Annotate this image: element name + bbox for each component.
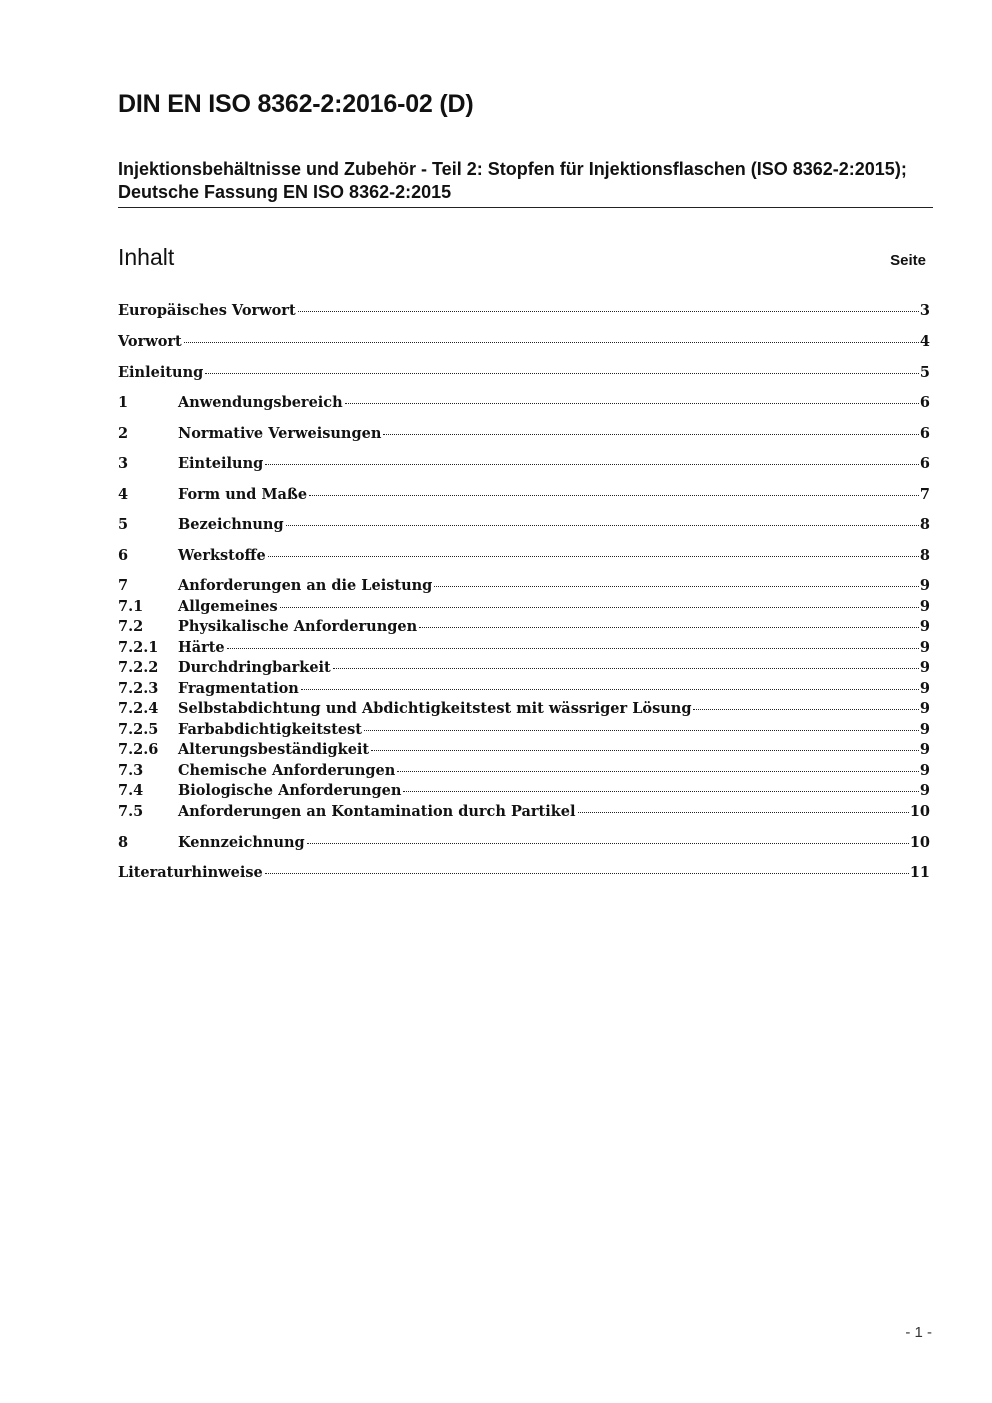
toc-entry-title: Selbstabdichtung und Abdichtigkeitstest mit wässriger Lösung bbox=[178, 700, 692, 717]
toc-entry-page: 4 bbox=[919, 333, 930, 350]
toc-entry-title: Werkstoffe bbox=[178, 547, 266, 564]
toc-entry-page: 9 bbox=[919, 700, 930, 717]
toc-entry-title: Bezeichnung bbox=[178, 516, 284, 533]
toc-dot-leader bbox=[307, 842, 909, 844]
toc-entry-title: Fragmentation bbox=[178, 680, 299, 697]
toc-entry-title: Chemische Anforderungen bbox=[178, 762, 396, 779]
toc-entry[interactable] bbox=[118, 547, 930, 567]
toc-dot-leader bbox=[301, 688, 919, 690]
toc-entry[interactable] bbox=[118, 700, 930, 720]
toc-entry[interactable] bbox=[118, 302, 930, 322]
toc-entry[interactable] bbox=[118, 834, 930, 854]
toc-entry-page: 6 bbox=[919, 394, 930, 411]
toc-entry[interactable] bbox=[118, 762, 930, 782]
toc-entry-title: Anwendungsbereich bbox=[178, 394, 343, 411]
toc-dot-leader bbox=[333, 667, 919, 669]
toc-entry-page: 9 bbox=[919, 618, 930, 635]
toc-entry[interactable] bbox=[118, 721, 930, 741]
toc-entry[interactable] bbox=[118, 659, 930, 679]
toc-dot-leader bbox=[227, 647, 919, 649]
toc-entry[interactable] bbox=[118, 741, 930, 761]
toc-entry-number: 7.2.3 bbox=[118, 680, 159, 697]
toc-entry-page: 9 bbox=[919, 782, 930, 799]
toc-entry[interactable] bbox=[118, 364, 930, 384]
toc-dot-leader bbox=[419, 626, 919, 628]
toc-entry[interactable] bbox=[118, 598, 930, 618]
toc-dot-leader bbox=[434, 585, 919, 587]
toc-entry-number: 6 bbox=[118, 547, 129, 564]
toc-heading: Inhalt bbox=[118, 244, 175, 270]
toc-entry-number: 7.4 bbox=[118, 782, 144, 799]
toc-entry-title: Farbabdichtigkeitstest bbox=[178, 721, 362, 738]
toc-dot-leader bbox=[403, 790, 919, 792]
toc-entry-page: 9 bbox=[919, 762, 930, 779]
toc-entry[interactable] bbox=[118, 486, 930, 506]
toc-entry-number: 7.5 bbox=[118, 803, 144, 820]
toc-entry-number: 7.3 bbox=[118, 762, 144, 779]
toc-entry-number: 8 bbox=[118, 834, 129, 851]
toc-entry-number: 7.2.6 bbox=[118, 741, 159, 758]
toc-entry-title: Einteilung bbox=[178, 455, 264, 472]
toc-dot-leader bbox=[184, 341, 919, 343]
toc-entry-page: 11 bbox=[909, 864, 930, 881]
toc-dot-leader bbox=[286, 524, 919, 526]
toc-entry-page: 9 bbox=[919, 721, 930, 738]
toc-dot-leader bbox=[345, 402, 919, 404]
toc-dot-leader bbox=[383, 433, 919, 435]
toc-entry[interactable] bbox=[118, 455, 930, 475]
toc-entry-number: 7.2.1 bbox=[118, 639, 159, 656]
toc-entry-number: 7.1 bbox=[118, 598, 144, 615]
toc-dot-leader bbox=[397, 770, 919, 772]
toc-entry-page: 7 bbox=[919, 486, 930, 503]
toc-dot-leader bbox=[364, 729, 919, 731]
toc-entry[interactable] bbox=[118, 618, 930, 638]
toc-dot-leader bbox=[693, 708, 918, 710]
toc-entry[interactable] bbox=[118, 425, 930, 445]
toc-entry-title: Alterungsbeständigkeit bbox=[178, 741, 370, 758]
toc-dot-leader bbox=[265, 463, 919, 465]
toc-entry-page: 9 bbox=[919, 639, 930, 656]
toc-entry-number: 7.2.4 bbox=[118, 700, 159, 717]
toc-entry-number: 2 bbox=[118, 425, 129, 442]
toc-entry-title: Form und Maße bbox=[178, 486, 308, 503]
toc-entry[interactable] bbox=[118, 782, 930, 802]
toc-entry-page: 10 bbox=[909, 834, 930, 851]
toc-entry-page: 9 bbox=[919, 659, 930, 676]
toc-entry-number: 7 bbox=[118, 577, 129, 594]
document-title: DIN EN ISO 8362-2:2016-02 (D) bbox=[118, 90, 474, 118]
toc-entry-number: 3 bbox=[118, 455, 129, 472]
toc-entry-page: 8 bbox=[919, 547, 930, 564]
toc-entry-title: Biologische Anforderungen bbox=[178, 782, 402, 799]
toc-entry-number: 1 bbox=[118, 394, 129, 411]
toc-entry-page: 6 bbox=[919, 455, 930, 472]
toc-entry-page: 9 bbox=[919, 680, 930, 697]
toc-entry-title: Härte bbox=[178, 639, 225, 656]
toc-entry[interactable] bbox=[118, 680, 930, 700]
toc-entry-page: 9 bbox=[919, 598, 930, 615]
toc-entry-page: 3 bbox=[919, 302, 930, 319]
toc-entry-title: Literaturhinweise bbox=[118, 864, 263, 881]
toc-dot-leader bbox=[578, 811, 909, 813]
toc-entry[interactable] bbox=[118, 803, 930, 823]
toc-entry-number: 5 bbox=[118, 516, 129, 533]
toc-entry-number: 7.2.2 bbox=[118, 659, 159, 676]
toc-entry-page: 9 bbox=[919, 741, 930, 758]
toc-entry[interactable] bbox=[118, 516, 930, 536]
toc-dot-leader bbox=[298, 310, 919, 312]
toc-entry[interactable] bbox=[118, 394, 930, 414]
toc-entry-title: Vorwort bbox=[118, 333, 182, 350]
toc-entry-page: 9 bbox=[919, 577, 930, 594]
toc-page-column-label: Seite bbox=[890, 252, 926, 269]
toc-entry-title: Durchdringbarkeit bbox=[178, 659, 331, 676]
toc-entry-page: 10 bbox=[909, 803, 930, 820]
toc-entry[interactable] bbox=[118, 333, 930, 353]
toc-entry-number: 4 bbox=[118, 486, 129, 503]
toc-dot-leader bbox=[268, 555, 919, 557]
toc-entry-title: Einleitung bbox=[118, 364, 204, 381]
page-number: - 1 - bbox=[905, 1324, 932, 1341]
toc-dot-leader bbox=[205, 372, 919, 374]
toc-entry[interactable] bbox=[118, 864, 930, 884]
toc-entry-page: 6 bbox=[919, 425, 930, 442]
toc-entry-title: Anforderungen an Kontamination durch Partikel bbox=[178, 803, 576, 820]
toc-entry-title: Kennzeichnung bbox=[178, 834, 305, 851]
toc-entry-number: 7.2.5 bbox=[118, 721, 159, 738]
toc-entry[interactable] bbox=[118, 639, 930, 659]
toc-entry-title: Physikalische Anforderungen bbox=[178, 618, 418, 635]
toc-dot-leader bbox=[265, 872, 909, 874]
toc-entry-page: 8 bbox=[919, 516, 930, 533]
toc-dot-leader bbox=[280, 606, 919, 608]
toc-entry[interactable] bbox=[118, 577, 930, 597]
toc-entry-title: Europäisches Vorwort bbox=[118, 302, 296, 319]
toc-entry-page: 5 bbox=[919, 364, 930, 381]
toc-dot-leader bbox=[371, 749, 919, 751]
toc-entry-title: Normative Verweisungen bbox=[178, 425, 382, 442]
toc-entry-title: Allgemeines bbox=[178, 598, 278, 615]
toc-entry-title: Anforderungen an die Leistung bbox=[178, 577, 433, 594]
toc-dot-leader bbox=[309, 494, 919, 496]
toc-entry-number: 7.2 bbox=[118, 618, 144, 635]
document-subtitle: Injektionsbehältnisse und Zubehör - Teil 2: Stopfen für Injektionsflaschen (ISO 8362-2:2015); Deutsche Fassung EN ISO 8362-2:2015 bbox=[118, 158, 933, 208]
